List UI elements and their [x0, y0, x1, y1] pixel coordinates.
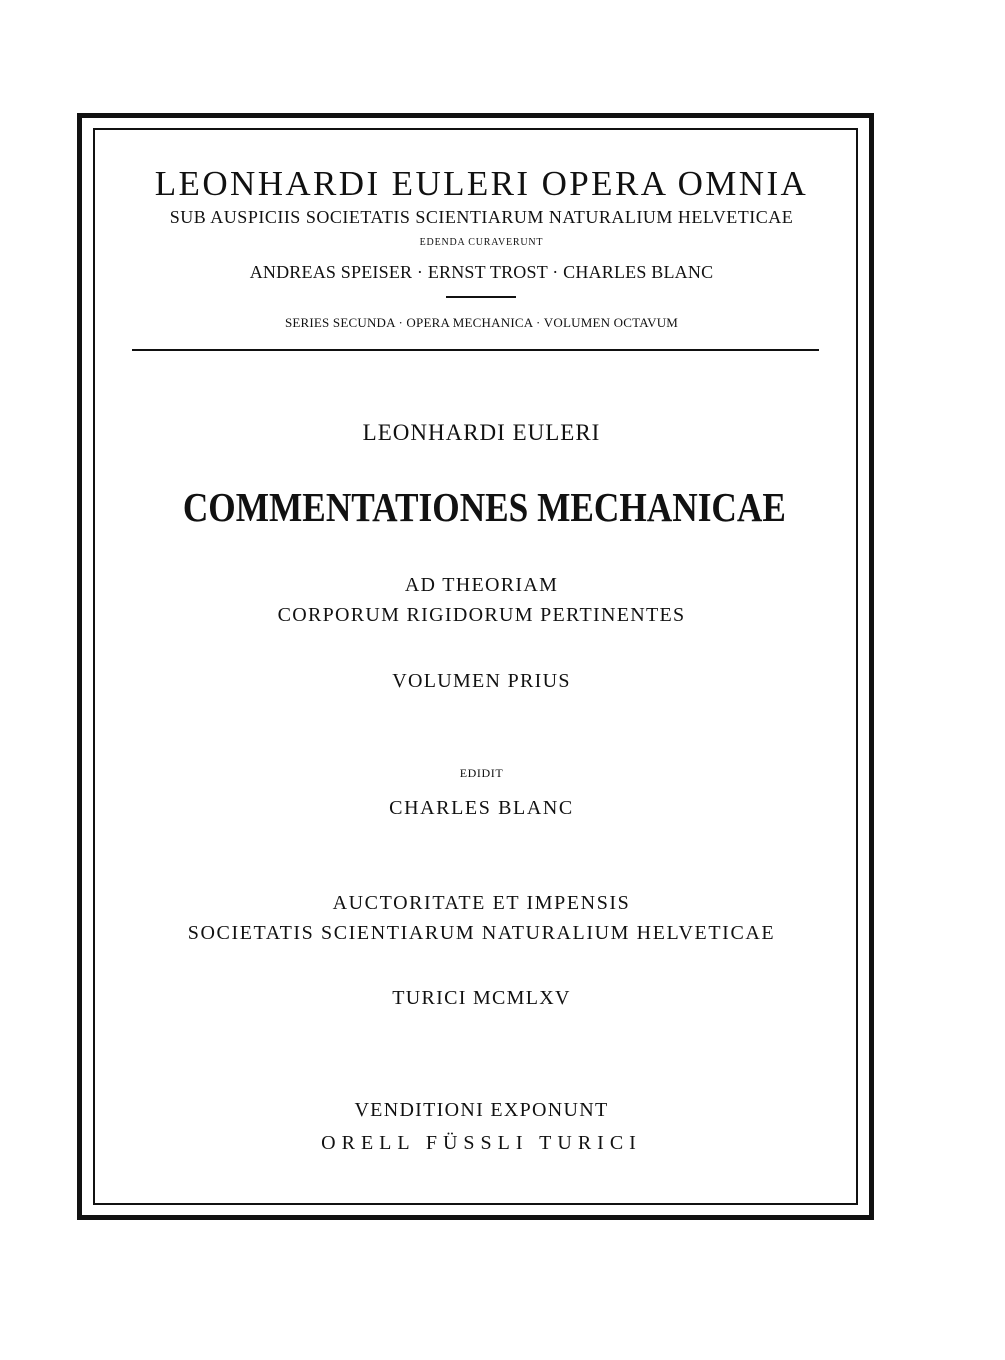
series-editors: ANDREAS SPEISER · ERNST TROST · CHARLES BLANC [249, 262, 714, 282]
short-divider [446, 296, 516, 298]
auctoritate-line2: SOCIETATIS SCIENTIARUM NATURALIUM HELVETICAE [187, 922, 776, 944]
header-divider [132, 349, 819, 351]
auctoritate-line1: AUCTORITATE ET IMPENSIS [332, 892, 631, 914]
author-name: LEONHARDI EULERI [362, 420, 601, 445]
volume-editor: CHARLES BLANC [389, 797, 574, 819]
edidit-label: EDIDIT [459, 766, 504, 780]
book-subtitle-line2: CORPORUM RIGIDORUM PERTINENTES [277, 604, 686, 626]
inner-border [93, 128, 858, 1205]
series-subtitle: SUB AUSPICIIS SOCIETATIS SCIENTIARUM NATURALIUM HELVETICAE [169, 207, 794, 227]
book-title: COMMENTATIONES MECHANICAE [182, 484, 786, 530]
publisher-line: ORELL FÜSSLI TURICI [321, 1132, 642, 1154]
venditioni-line: VENDITIONI EXPONUNT [354, 1099, 609, 1121]
volume-label: VOLUMEN PRIUS [392, 670, 571, 692]
series-title: LEONHARDI EULERI OPERA OMNIA [154, 164, 809, 203]
place-year: TURICI MCMLXV [392, 987, 571, 1009]
book-subtitle-line1: AD THEORIAM [404, 574, 559, 596]
series-info: SERIES SECUNDA · OPERA MECHANICA · VOLUMEN OCTAVUM [284, 315, 679, 330]
edenda-curaverunt: EDENDA CURAVERUNT [419, 237, 544, 248]
